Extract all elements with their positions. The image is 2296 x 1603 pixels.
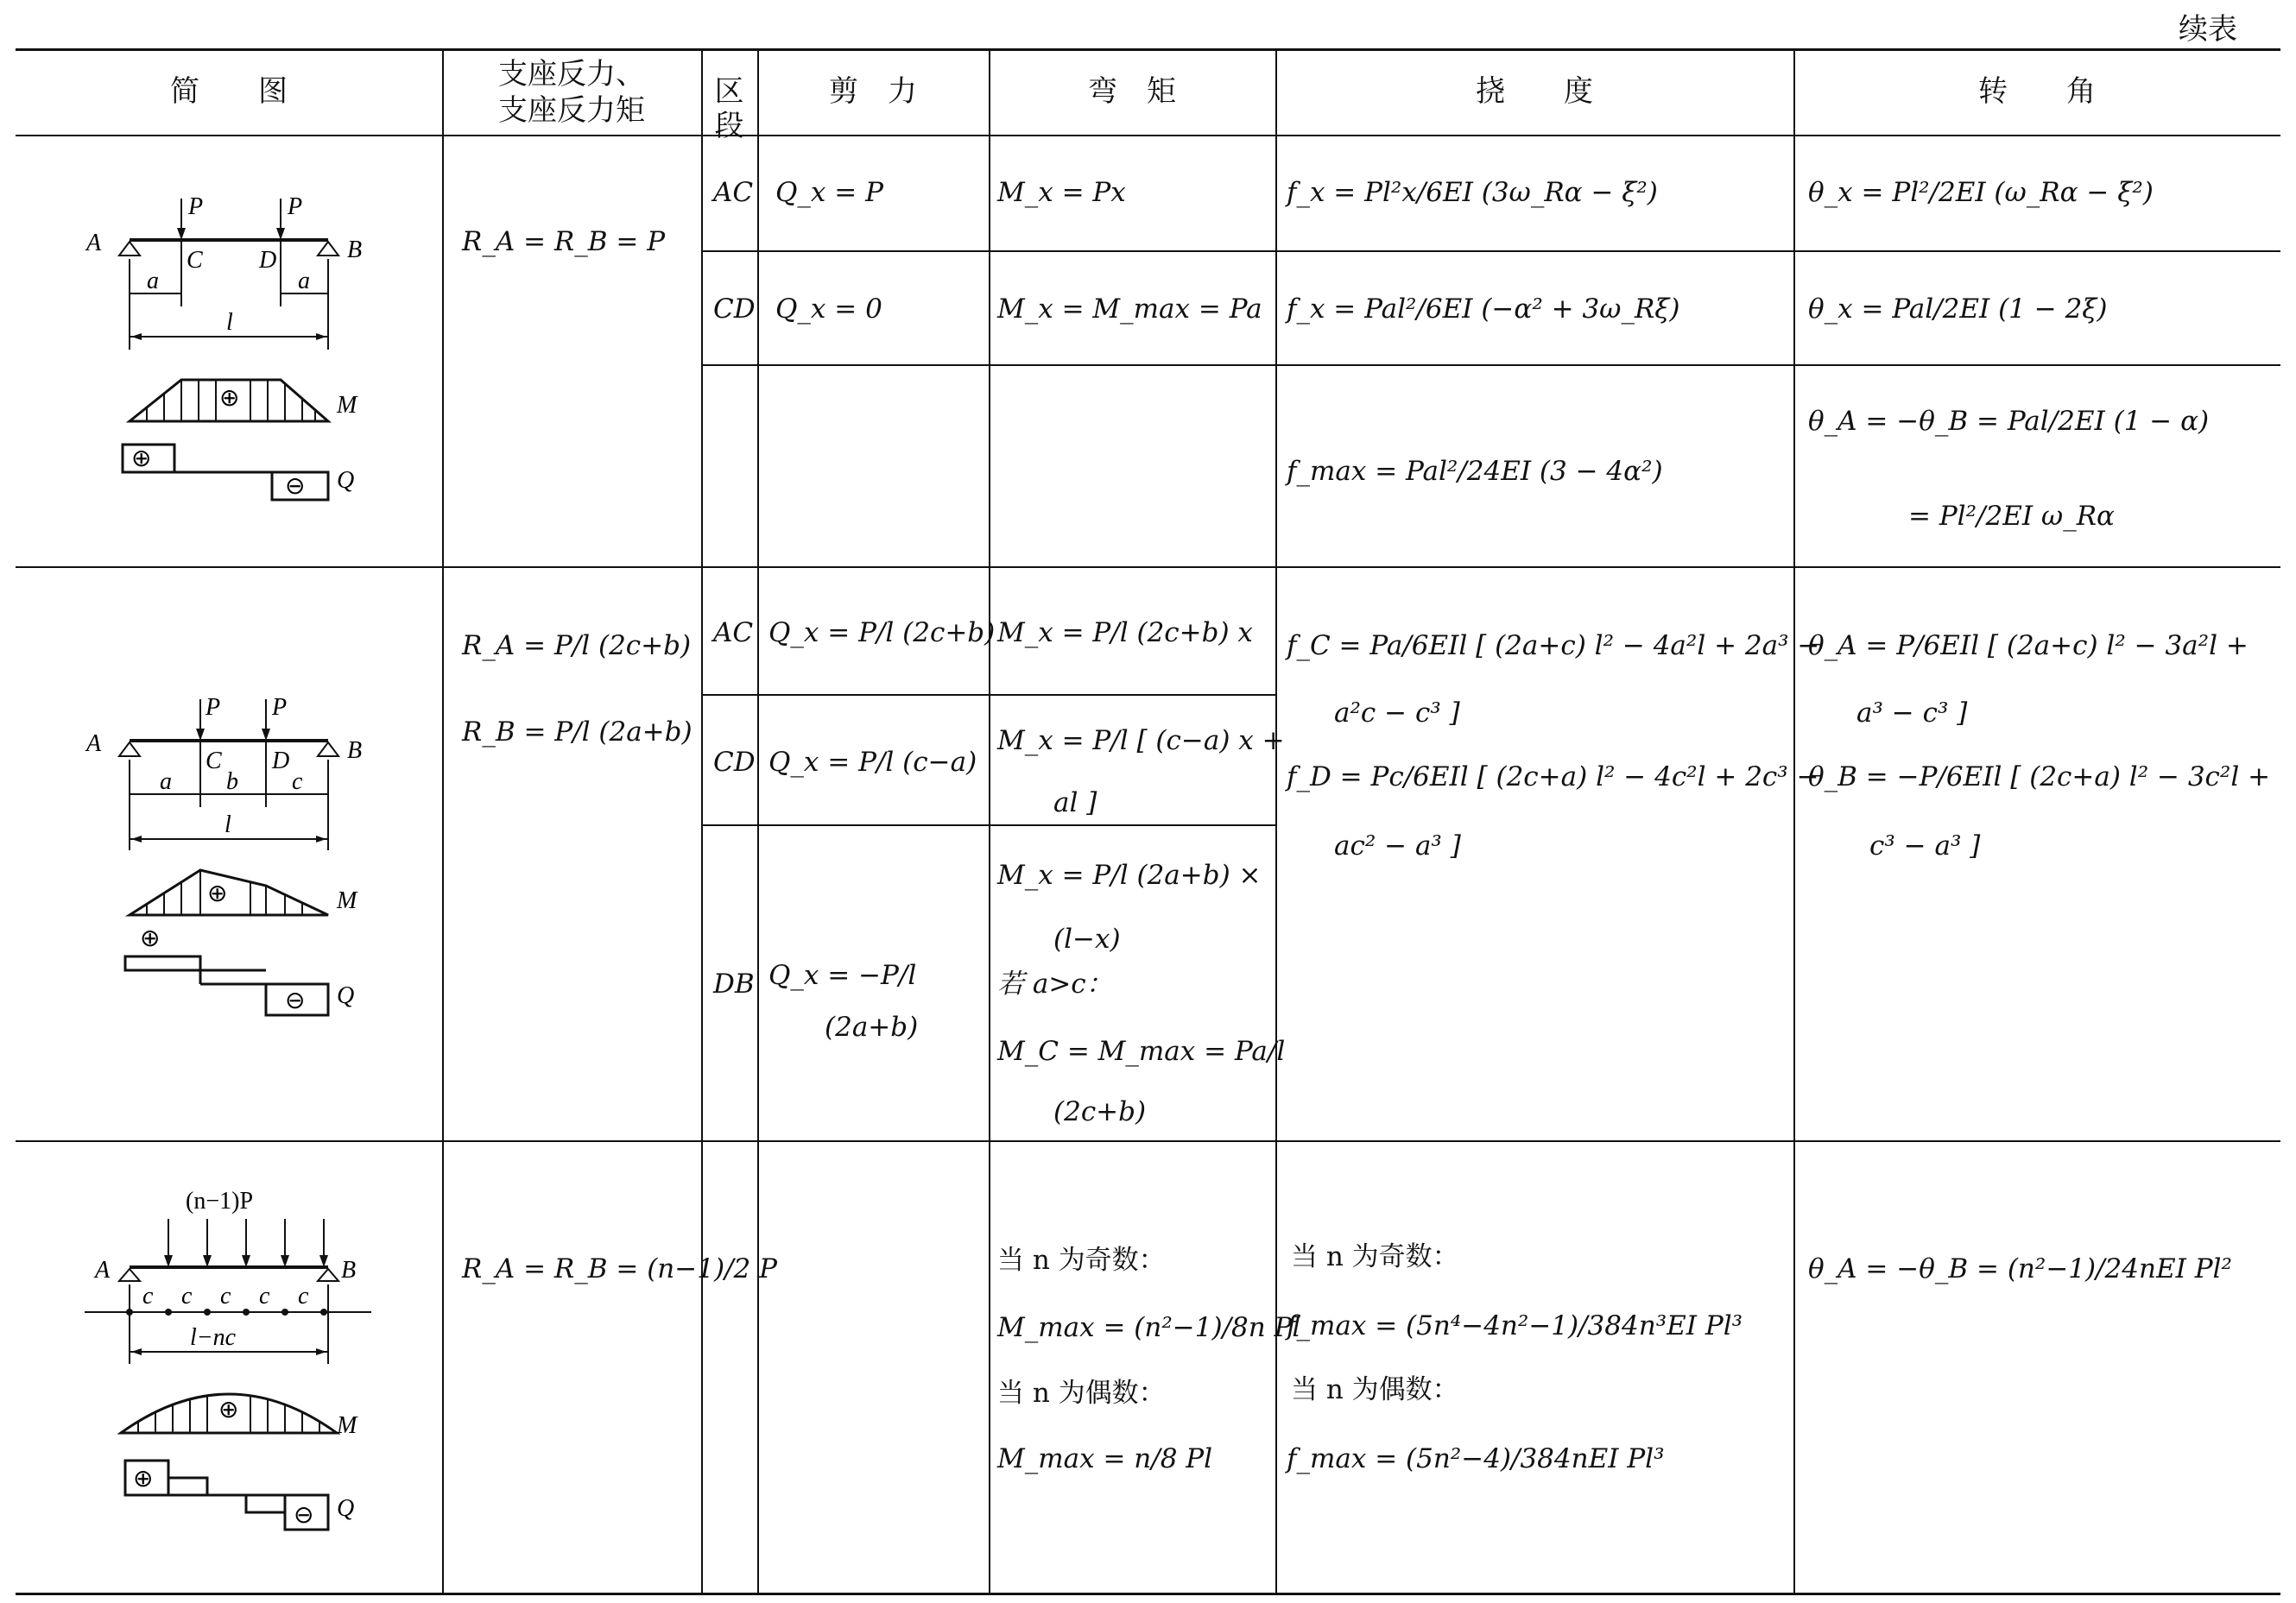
row1-moment-ac: M_x = Px bbox=[997, 177, 1126, 208]
row1-label-a1: a bbox=[147, 268, 159, 294]
table-top-rule bbox=[16, 48, 2280, 51]
row2-label-a: a bbox=[160, 768, 172, 795]
row3-label-load: (n−1)P bbox=[186, 1188, 254, 1215]
row1-label-B: B bbox=[347, 237, 363, 263]
row1-label-Q: Q bbox=[337, 467, 355, 494]
row2-label-plus1: ⊕ bbox=[207, 880, 228, 907]
col-rule-1 bbox=[442, 48, 444, 1594]
row3-label-c-5: c bbox=[298, 1283, 309, 1310]
row2-deflection-d: f_D = Pc/6EIl [ (2c+a) l² − 4c²l + 2c³ − bbox=[1287, 761, 1819, 792]
row2-deflection-c: f_C = Pa/6EIl [ (2a+c) l² − 4a²l + 2a³ − bbox=[1287, 630, 1820, 661]
row1-rotation-support: θ_A = −θ_B = Pal/2EI (1 − α) bbox=[1808, 406, 2210, 437]
row3-moment-even: M_max = n/8 Pl bbox=[997, 1443, 1213, 1474]
row2-bottom-rule bbox=[16, 1140, 2280, 1142]
row2-moment-cd: M_x = P/l [ (c−a) x + bbox=[997, 725, 1285, 756]
row2-deflection-d-2: ac² − a³ ] bbox=[1334, 830, 1461, 861]
row3-moment-even-label: 当 n 为偶数： bbox=[997, 1378, 1166, 1409]
row1-label-plus1: ⊕ bbox=[219, 385, 240, 412]
row1-beam-diagram bbox=[78, 181, 406, 518]
row2-label-l: l bbox=[225, 811, 231, 838]
row1-seg1-rule bbox=[701, 250, 2280, 252]
row2-reaction-a: R_A = P/l (2c+b) bbox=[462, 630, 692, 661]
row2-shear-cd: Q_x = P/l (c−a) bbox=[768, 747, 977, 778]
row1-reaction: R_A = R_B = P bbox=[462, 226, 666, 257]
row2-shear-db: Q_x = −P/l bbox=[768, 960, 917, 991]
row2-moment-cd-2: al ] bbox=[1053, 787, 1097, 818]
row1-deflection-cd: f_x = Pal²/6EI (−α² + 3ω_Rξ) bbox=[1287, 293, 1680, 325]
row3-label-c-4: c bbox=[259, 1283, 270, 1310]
row2-rotation-a-2: a³ − c³ ] bbox=[1856, 697, 1968, 729]
row1-segment-ac: AC bbox=[713, 177, 754, 208]
row3-rotation: θ_A = −θ_B = (n²−1)/24nEI Pl² bbox=[1808, 1253, 2232, 1284]
row3-label-B: B bbox=[341, 1257, 357, 1284]
row3-deflection-even-label: 当 n 为偶数： bbox=[1291, 1374, 1459, 1405]
row1-label-l: l bbox=[226, 309, 233, 336]
row1-label-minus: ⊖ bbox=[285, 473, 306, 500]
row3-label-A: A bbox=[95, 1257, 111, 1284]
row3-moment-odd: M_max = (n²−1)/8n Pl bbox=[997, 1312, 1301, 1343]
row1-label-P1: P bbox=[188, 193, 204, 220]
row1-deflection-ac: f_x = Pl²x/6EI (3ω_Rα − ξ²) bbox=[1287, 177, 1658, 208]
row3-label-c-2: c bbox=[181, 1283, 193, 1310]
row1-segment-cd: CD bbox=[713, 293, 756, 325]
row1-moment-cd: M_x = M_max = Pa bbox=[997, 293, 1262, 325]
col-rule-2 bbox=[701, 48, 703, 1594]
row2-rotation-b: θ_B = −P/6EIl [ (2c+a) l² − 3c²l + bbox=[1808, 761, 2271, 792]
row2-shear-db-2: (2a+b) bbox=[825, 1012, 919, 1043]
row3-label-span: l−nc bbox=[190, 1324, 237, 1351]
col-rule-4 bbox=[989, 48, 990, 1594]
row2-label-b: b bbox=[226, 768, 238, 795]
row1-label-A: A bbox=[86, 230, 102, 256]
row3-label-M: M bbox=[337, 1412, 357, 1439]
row1-label-D: D bbox=[259, 247, 277, 274]
row1-seg2-rule bbox=[701, 364, 2280, 366]
row3-label-Q: Q bbox=[337, 1495, 355, 1522]
row2-label-A: A bbox=[86, 730, 102, 757]
row2-moment-condition: 若 a>c： bbox=[997, 969, 1113, 1000]
row1-label-P2: P bbox=[288, 193, 303, 220]
row3-label-plus1: ⊕ bbox=[218, 1397, 239, 1423]
row3-label-plus2: ⊕ bbox=[133, 1466, 154, 1493]
row3-label-c: c bbox=[142, 1283, 154, 1310]
row2-moment-max: M_C = M_max = Pa/l bbox=[997, 1036, 1286, 1067]
row2-label-c: c bbox=[292, 768, 303, 795]
row3-beam-diagram bbox=[78, 1183, 406, 1545]
row1-rotation-support-2: = Pl²/2EI ω_Rα bbox=[1908, 501, 2115, 532]
continued-label: 续表 bbox=[2179, 12, 2237, 47]
row2-label-P1: P bbox=[206, 694, 221, 721]
header-shear: 剪 力 bbox=[829, 74, 917, 109]
row2-segment-ac: AC bbox=[713, 617, 754, 648]
row1-label-a2: a bbox=[298, 268, 310, 294]
col-rule-5 bbox=[1275, 48, 1277, 1594]
row2-label-B: B bbox=[347, 737, 363, 764]
row2-segment-cd: CD bbox=[713, 747, 756, 778]
table-bottom-rule bbox=[16, 1593, 2280, 1595]
row2-rotation-b-2: c³ − a³ ] bbox=[1869, 830, 1981, 861]
row2-beam-diagram bbox=[78, 682, 406, 1019]
header-segment: 区段 bbox=[714, 74, 744, 143]
row1-shear-cd: Q_x = 0 bbox=[775, 293, 882, 325]
row2-moment-db-2: (l−x) bbox=[1053, 924, 1121, 955]
row3-deflection-odd-label: 当 n 为奇数： bbox=[1291, 1241, 1459, 1272]
row1-label-C: C bbox=[187, 247, 203, 274]
row3-reaction: R_A = R_B = (n−1)/2 P bbox=[462, 1253, 777, 1284]
header-reaction-1: 支座反力、 bbox=[498, 57, 645, 92]
row2-label-P2: P bbox=[272, 694, 288, 721]
row2-moment-max-2: (2c+b) bbox=[1053, 1096, 1147, 1127]
row3-moment-odd-label: 当 n 为奇数： bbox=[997, 1245, 1166, 1276]
row2-label-minus: ⊖ bbox=[285, 988, 306, 1014]
row2-deflection-c-2: a²c − c³ ] bbox=[1334, 697, 1460, 729]
row1-bottom-rule bbox=[16, 566, 2280, 568]
row2-shear-ac: Q_x = P/l (2c+b) bbox=[768, 617, 996, 648]
row1-rotation-ac: θ_x = Pl²/2EI (ω_Rα − ξ²) bbox=[1808, 177, 2154, 208]
row2-reaction-b: R_B = P/l (2a+b) bbox=[462, 716, 693, 748]
row1-label-plus2: ⊕ bbox=[131, 445, 152, 472]
header-rotation: 转 角 bbox=[1978, 74, 2096, 109]
row3-deflection-odd: f_max = (5n⁴−4n²−1)/384n³EI Pl³ bbox=[1287, 1310, 1743, 1341]
row2-label-plus2: ⊕ bbox=[140, 925, 161, 952]
row1-shear-ac: Q_x = P bbox=[775, 177, 883, 208]
row1-label-M: M bbox=[337, 392, 357, 419]
header-deflection: 挠 度 bbox=[1476, 74, 1593, 109]
row2-moment-db: M_x = P/l (2a+b) × bbox=[997, 860, 1262, 891]
row3-deflection-even: f_max = (5n²−4)/384nEI Pl³ bbox=[1287, 1443, 1665, 1474]
header-reaction-2: 支座反力矩 bbox=[498, 93, 645, 128]
row1-rotation-cd: θ_x = Pal/2EI (1 − 2ξ) bbox=[1808, 293, 2108, 325]
header-diagram: 简 图 bbox=[170, 74, 288, 109]
row2-label-M: M bbox=[337, 887, 357, 914]
col-rule-6 bbox=[1793, 48, 1795, 1594]
col-rule-3 bbox=[757, 48, 759, 1594]
row2-moment-ac: M_x = P/l (2c+b) x bbox=[997, 617, 1253, 648]
row2-label-C: C bbox=[206, 748, 222, 774]
header-rule bbox=[16, 135, 2280, 136]
row2-segment-db: DB bbox=[713, 969, 755, 1000]
row3-label-c-3: c bbox=[220, 1283, 231, 1310]
row2-rotation-a: θ_A = P/6EIl [ (2a+c) l² − 3a²l + bbox=[1808, 630, 2249, 661]
row1-deflection-max: f_max = Pal²/24EI (3 − 4α²) bbox=[1287, 456, 1663, 487]
row3-label-minus: ⊖ bbox=[294, 1502, 314, 1529]
row2-label-Q: Q bbox=[337, 982, 355, 1009]
header-moment: 弯 矩 bbox=[1088, 74, 1176, 109]
row2-label-D: D bbox=[272, 748, 290, 774]
